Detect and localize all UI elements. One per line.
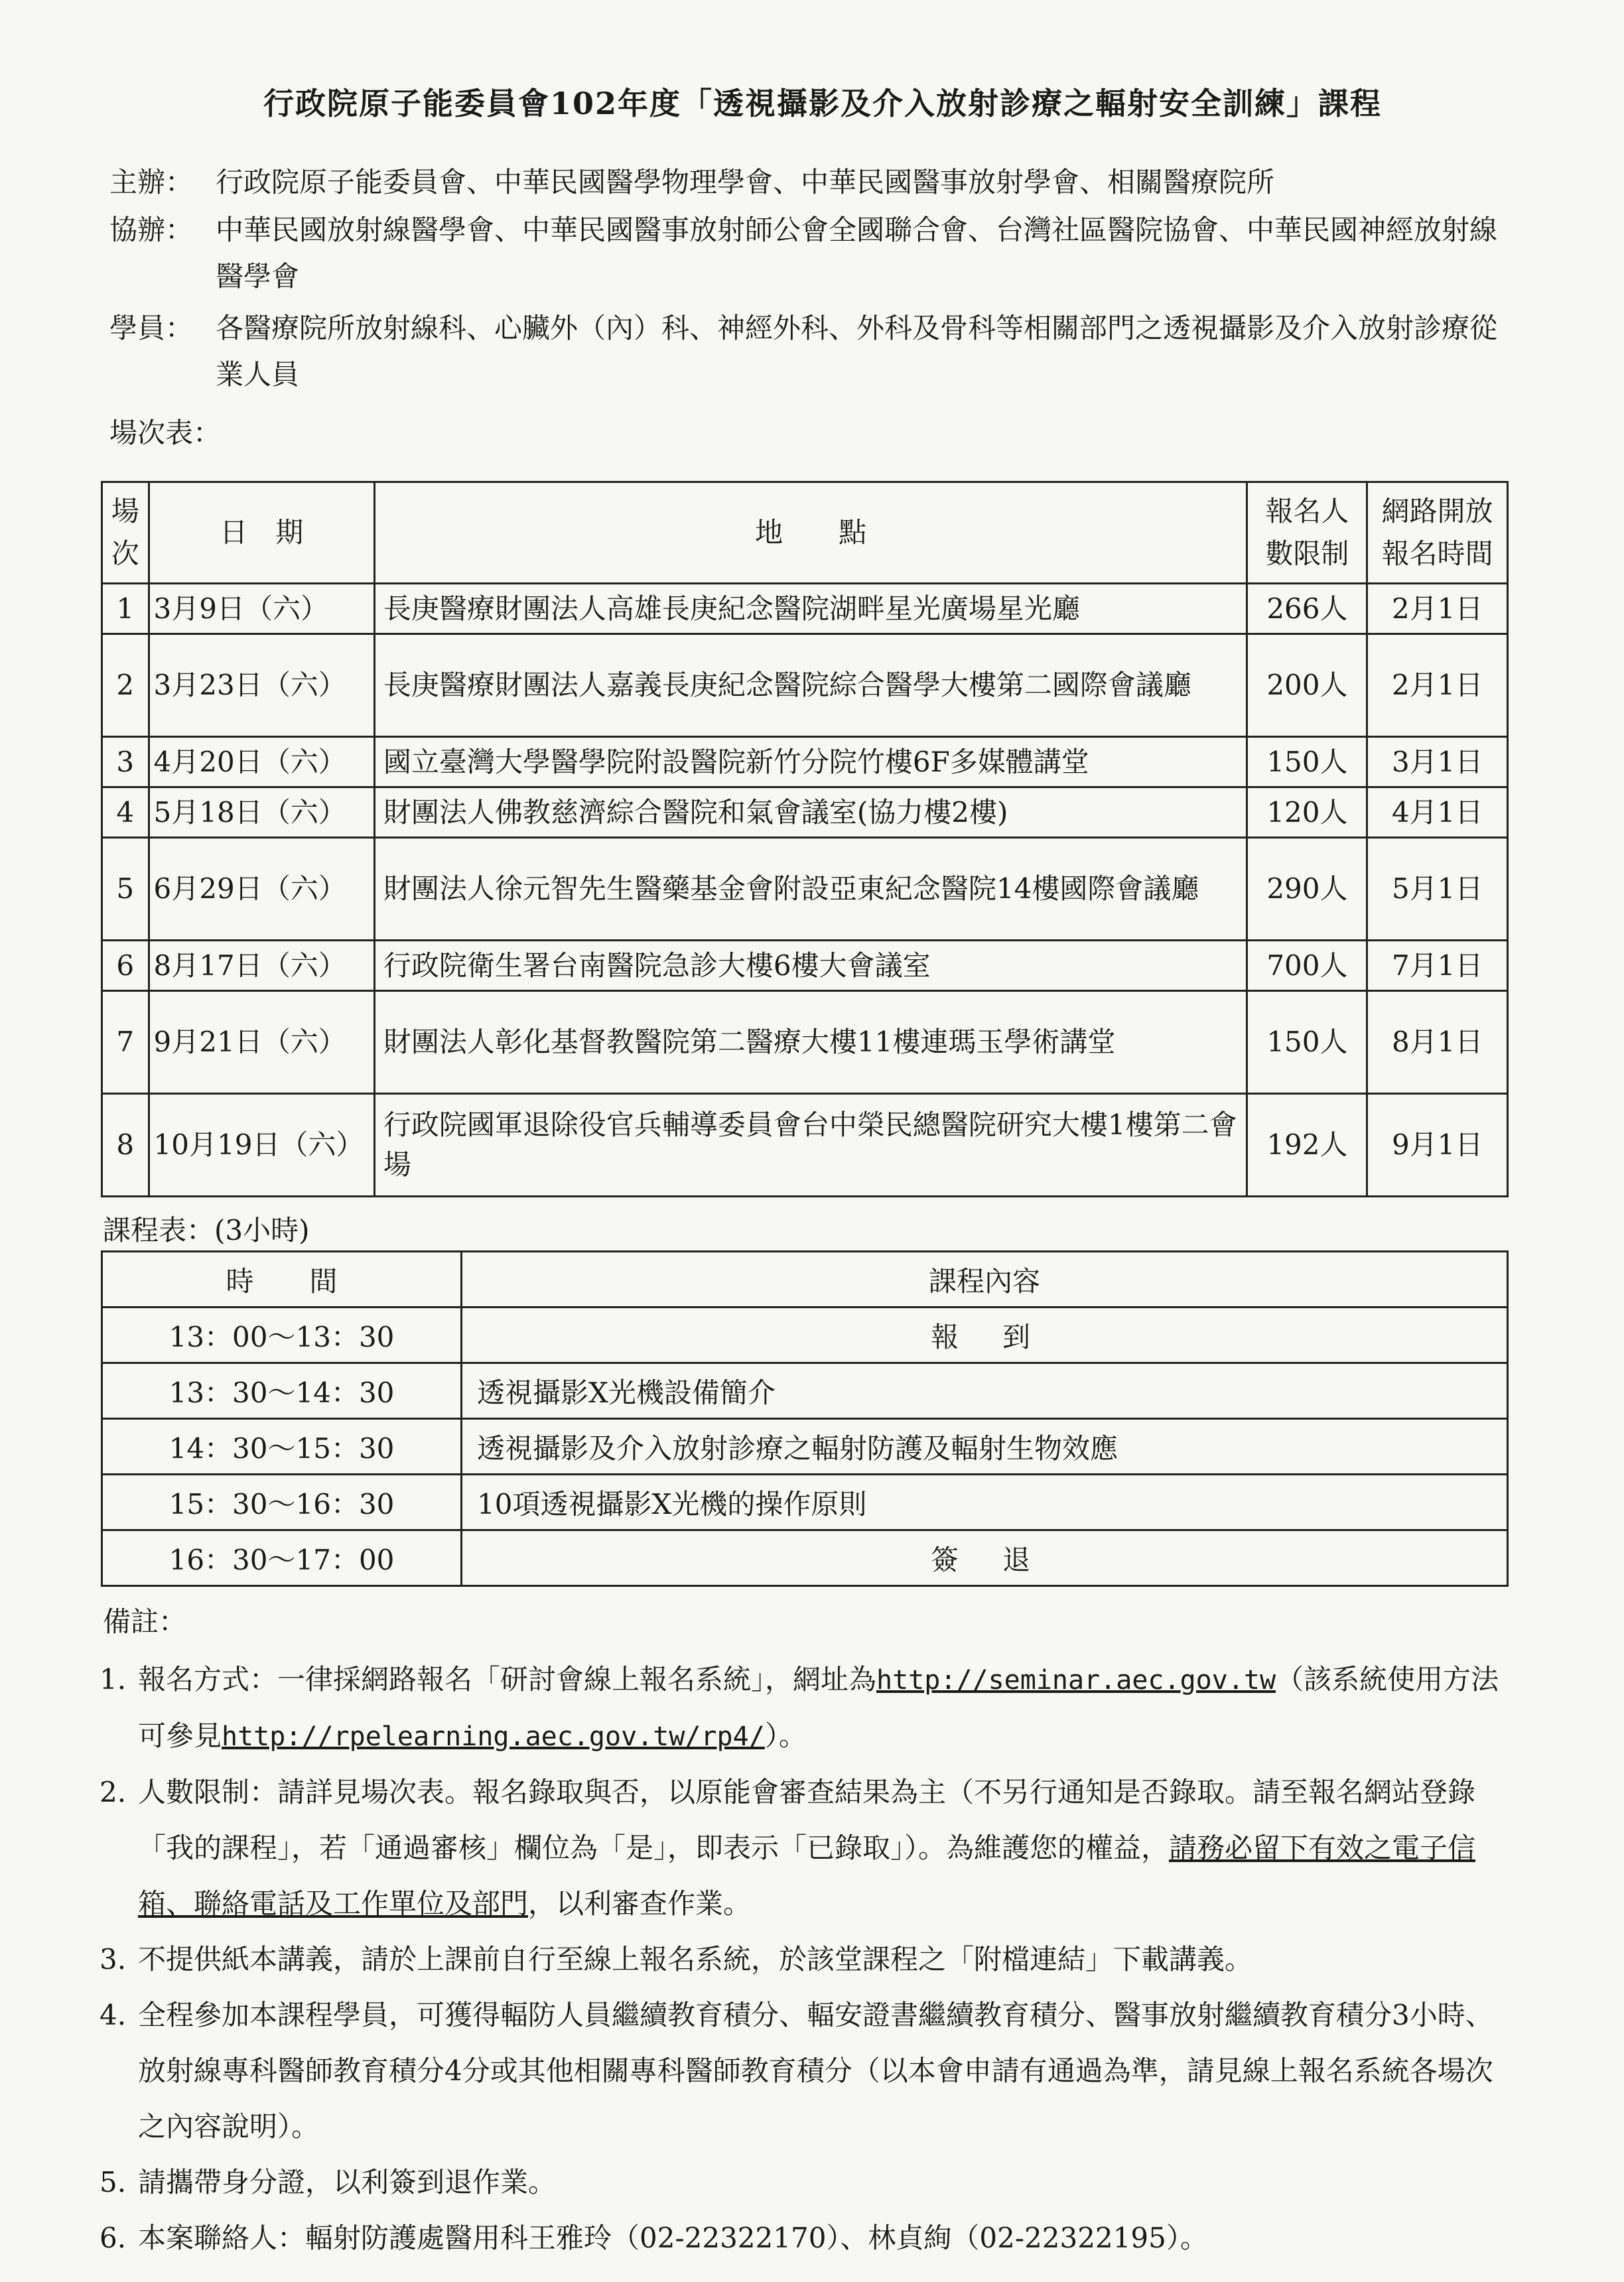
session-no: 6	[102, 941, 149, 991]
session-capacity: 200人	[1247, 634, 1367, 737]
session-location: 長庚醫療財團法人嘉義長庚紀念醫院綜合醫學大樓第二國際會議廳	[374, 634, 1247, 737]
seminar-link[interactable]: http://seminar.aec.gov.tw	[876, 1665, 1276, 1696]
schedule-time: 14：30～15：30	[102, 1419, 462, 1475]
session-open-time: 9月1日	[1367, 1094, 1508, 1197]
note-number: 3.	[100, 1943, 127, 1976]
header-no: 場次	[102, 482, 149, 584]
schedule-content: 簽 退	[462, 1530, 1508, 1586]
schedule-time: 13：30～14：30	[102, 1363, 462, 1419]
session-date: 10月19日（六）	[149, 1094, 374, 1197]
schedule-row	[102, 1530, 1508, 1586]
session-open-time: 8月1日	[1367, 991, 1508, 1094]
header-capacity: 報名人數限制	[1247, 482, 1367, 584]
note-item-4	[100, 1987, 1519, 2155]
header-open-time: 網路開放報名時間	[1367, 482, 1508, 584]
note-number: 1.	[100, 1663, 127, 1696]
session-row	[102, 838, 1508, 941]
session-open-time: 2月1日	[1367, 634, 1508, 737]
rpelearning-link[interactable]: http://rpelearning.aec.gov.tw/rp4/	[222, 1721, 765, 1752]
session-capacity: 150人	[1247, 991, 1367, 1094]
co-organizer-line	[109, 207, 1522, 293]
session-no: 7	[102, 991, 149, 1094]
session-row	[102, 991, 1508, 1094]
session-row	[102, 584, 1508, 634]
note-item-1	[100, 1652, 1519, 1765]
note-item-2	[100, 1765, 1519, 1932]
session-location: 財團法人徐元智先生醫藥基金會附設亞東紀念醫院14樓國際會議廳	[374, 838, 1247, 941]
students-text: 各醫療院所放射線科、心臟外（內）科、神經外科、外科及骨科等相關部門之透視攝影及介入放射診療從業人員	[216, 312, 1498, 391]
note-text: ，以利審查作業。	[528, 1887, 752, 1920]
note-text: 請攜帶身分證，以利簽到退作業。	[138, 2166, 557, 2198]
header-location: 地 點	[374, 482, 1247, 584]
note-text: 人數限制：請詳見場次表。報名錄取與否，以原能會審查結果為主（不另行通知是否錄取。請至報名網站登錄「我的課程」，若「通過審核」欄位為「是」，即表示「已錄取」）。為維護您的權益，	[138, 1776, 1476, 1864]
note-item-6	[100, 2210, 1519, 2266]
session-date: 9月21日（六）	[149, 991, 374, 1094]
session-row	[102, 1094, 1508, 1197]
session-open-time: 5月1日	[1367, 838, 1508, 941]
students-line	[109, 305, 1522, 391]
session-row	[102, 941, 1508, 991]
note-number: 2.	[100, 1776, 127, 1808]
session-date: 4月20日（六）	[149, 737, 374, 787]
schedule-row	[102, 1308, 1508, 1363]
schedule-content: 透視攝影X光機設備簡介	[462, 1363, 1508, 1419]
session-row	[102, 787, 1508, 838]
session-date: 3月23日（六）	[149, 634, 374, 737]
note-text: 不提供紙本講義，請於上課前自行至線上報名系統，於該堂課程之「附檔連結」下載講義。	[138, 1943, 1253, 1976]
note-number: 4.	[100, 1999, 127, 2031]
schedule-content: 報 到	[462, 1308, 1508, 1363]
notes-list	[100, 1652, 1519, 2266]
note-item-5	[100, 2155, 1519, 2210]
note-text: ）。	[764, 1719, 807, 1752]
session-no: 3	[102, 737, 149, 787]
note-text: 全程參加本課程學員，可獲得輻防人員繼續教育積分、輻安證書繼續教育積分、醫事放射繼續教育積分3小時、放射線專科醫師教育積分4分或其他相關專科醫師教育積分（以本會申請有通過為準，請見線上報名系統各場次之內容說明）。	[138, 1999, 1493, 2143]
session-location: 行政院衛生署台南醫院急診大樓6樓大會議室	[374, 941, 1247, 991]
note-number: 6.	[100, 2222, 127, 2254]
schedule-content: 透視攝影及介入放射診療之輻射防護及輻射生物效應	[462, 1419, 1508, 1475]
schedule-time: 16：30～17：00	[102, 1530, 462, 1586]
note-underlined-text: 請務必留下有效之電子信箱、聯絡電話及工作單位及部門	[138, 1832, 1476, 1920]
schedule-time: 15：30～16：30	[102, 1475, 462, 1530]
schedule-row	[102, 1363, 1508, 1419]
note-item-3	[100, 1932, 1519, 1987]
schedule-content: 10項透視攝影X光機的操作原則	[462, 1475, 1508, 1530]
session-capacity: 700人	[1247, 941, 1367, 991]
co-organizer-label: 協辦：	[109, 214, 194, 246]
session-date: 3月9日（六）	[149, 584, 374, 634]
note-text: 本案聯絡人：輻射防護處醫用科王雅玲（02-22322170）、林貞絢（02-22322195）。	[138, 2222, 1208, 2254]
organizer-text: 行政院原子能委員會、中華民國醫學物理學會、中華民國醫事放射學會、相關醫療院所	[216, 166, 1275, 198]
session-location: 財團法人佛教慈濟綜合醫院和氣會議室(協力樓2樓)	[374, 787, 1247, 838]
schedule-header-row	[102, 1252, 1508, 1308]
header-date: 日 期	[149, 482, 374, 584]
session-capacity: 150人	[1247, 737, 1367, 787]
session-no: 4	[102, 787, 149, 838]
schedule-time: 13：00～13：30	[102, 1308, 462, 1363]
organizer-label: 主辦：	[109, 166, 194, 198]
document-title: 行政院原子能委員會102年度「透視攝影及介入放射診療之輻射安全訓練」課程	[263, 86, 1383, 121]
session-open-time: 4月1日	[1367, 787, 1508, 838]
session-capacity: 192人	[1247, 1094, 1367, 1197]
students-label: 學員：	[109, 312, 194, 344]
session-row	[102, 737, 1508, 787]
co-organizer-text: 中華民國放射線醫學會、中華民國醫事放射師公會全國聯合會、台灣社區醫院協會、中華民國神經放射線醫學會	[216, 214, 1498, 293]
session-location: 財團法人彰化基督教醫院第二醫療大樓11樓連瑪玉學術講堂	[374, 991, 1247, 1094]
session-row	[102, 634, 1508, 737]
sessions-header-row	[102, 482, 1508, 584]
organizer-line	[109, 159, 1522, 206]
session-location: 行政院國軍退除役官兵輔導委員會台中榮民總醫院研究大樓1樓第二會場	[374, 1094, 1247, 1197]
session-date: 8月17日（六）	[149, 941, 374, 991]
schedule-row	[102, 1475, 1508, 1530]
header-content: 課程內容	[462, 1252, 1508, 1308]
session-open-time: 3月1日	[1367, 737, 1508, 787]
note-text: 報名方式：一律採網路報名「研討會線上報名系統」，網址為	[138, 1663, 877, 1696]
session-date: 5月18日（六）	[149, 787, 374, 838]
notes-label: 備註：	[103, 1605, 187, 1638]
schedule-table	[101, 1250, 1509, 1587]
session-date: 6月29日（六）	[149, 838, 374, 941]
session-no: 8	[102, 1094, 149, 1197]
session-no: 5	[102, 838, 149, 941]
sessions-label: 場次表：	[109, 417, 222, 449]
session-capacity: 290人	[1247, 838, 1367, 941]
sessions-table	[101, 481, 1509, 1197]
session-no: 2	[102, 634, 149, 737]
session-no: 1	[102, 584, 149, 634]
header-time: 時 間	[102, 1252, 462, 1308]
note-number: 5.	[100, 2166, 127, 2198]
schedule-label: 課程表：(3小時)	[103, 1214, 310, 1246]
session-location: 長庚醫療財團法人高雄長庚紀念醫院湖畔星光廣場星光廳	[374, 584, 1247, 634]
session-capacity: 266人	[1247, 584, 1367, 634]
session-open-time: 2月1日	[1367, 584, 1508, 634]
session-location: 國立臺灣大學醫學院附設醫院新竹分院竹樓6F多媒體講堂	[374, 737, 1247, 787]
note-text: （該系統使用方法可參見	[138, 1663, 1499, 1752]
session-capacity: 120人	[1247, 787, 1367, 838]
session-open-time: 7月1日	[1367, 941, 1508, 991]
schedule-row	[102, 1419, 1508, 1475]
